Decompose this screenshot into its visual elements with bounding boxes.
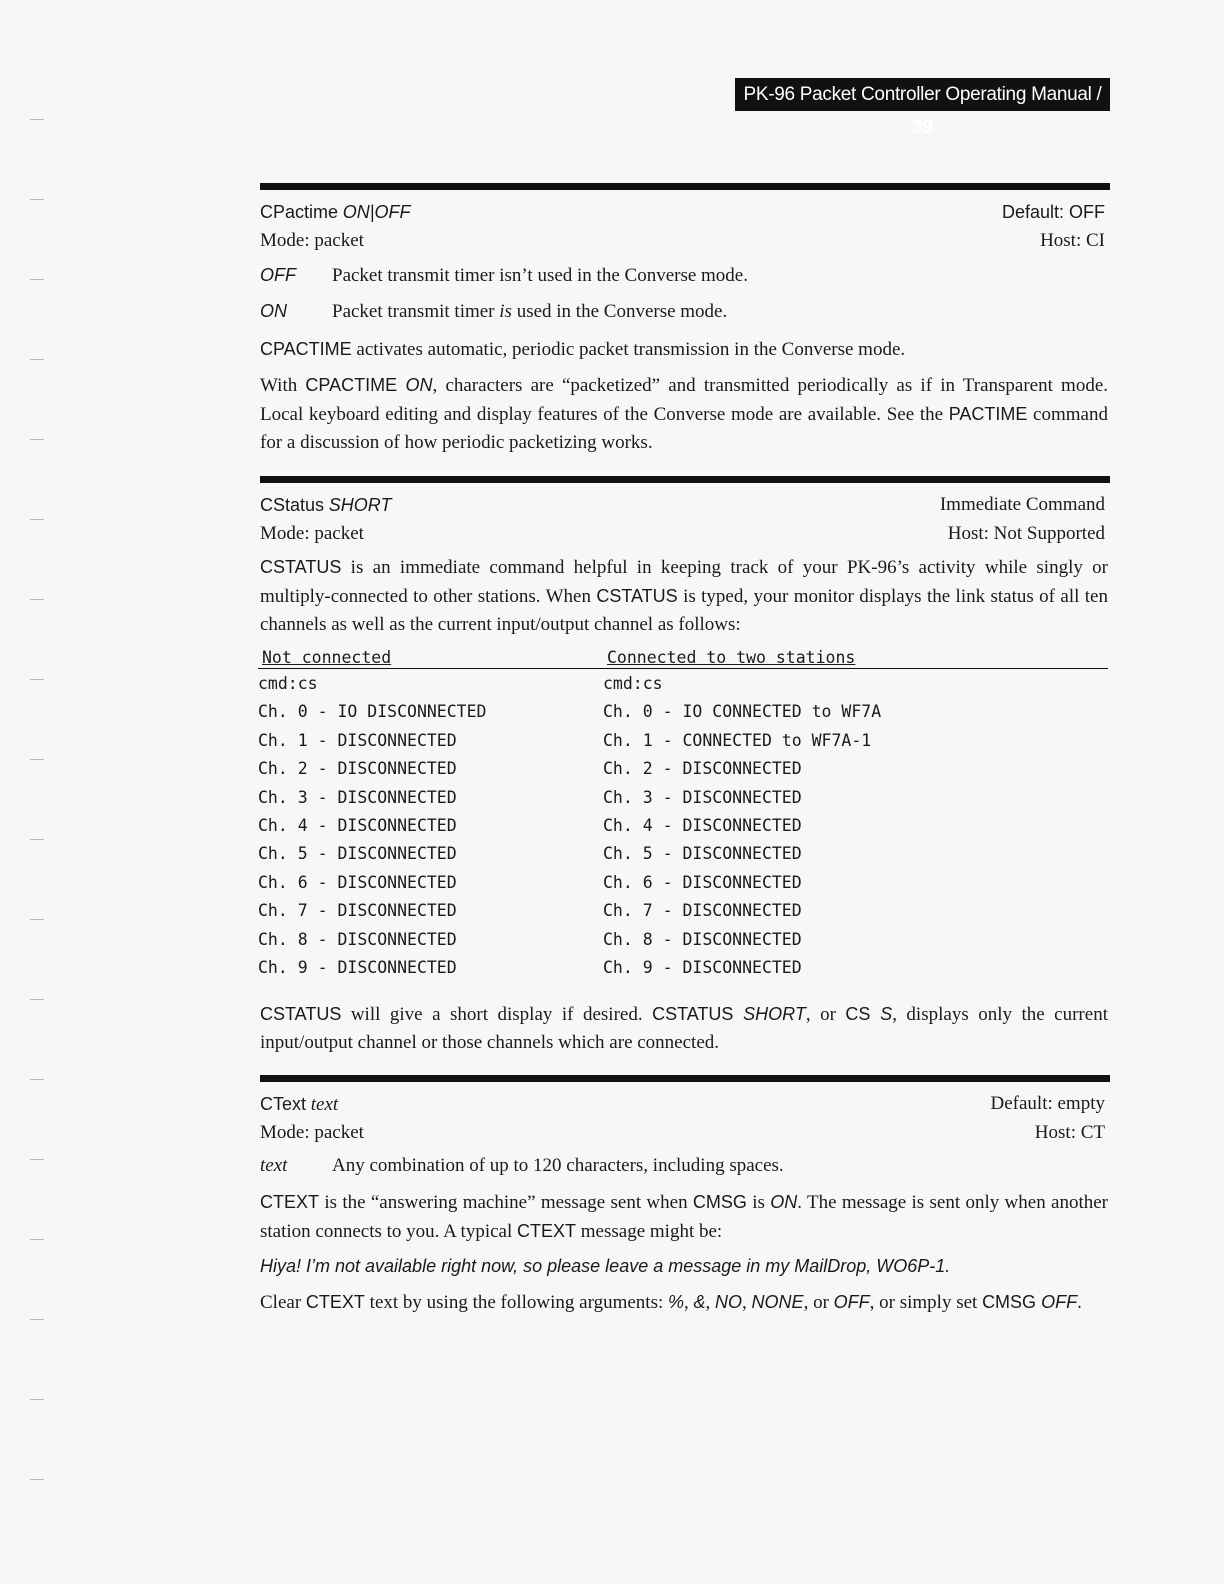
text-run: Clear <box>260 1292 306 1313</box>
arg-desc: used in the Converse mode. <box>511 301 728 322</box>
command-keyword: CTEXT <box>305 1292 365 1312</box>
terminal-line: Ch. 0 - IO CONNECTED to WF7A <box>603 702 882 722</box>
ctext-mode-row <box>260 1120 1105 1146</box>
text-run: , characters are “packetized” and transmitted periodically as if in Transparent mode. Local keyboard editing and display features of the Converse mode are available. See the <box>260 375 1109 425</box>
arg-off <box>260 262 748 289</box>
paragraph <box>260 1188 1108 1246</box>
arg-desc: Any combination of up to 120 characters, including spaces. <box>332 1155 784 1176</box>
arg-desc-em: is <box>499 301 512 322</box>
terminal-line: Ch. 3 - DISCONNECTED <box>258 787 457 807</box>
command-keyword: NO <box>715 1292 743 1312</box>
command-keyword: OFF <box>833 1292 870 1312</box>
command-keyword: CPACTIME <box>305 375 406 395</box>
terminal-line: Ch. 4 - DISCONNECTED <box>603 815 802 835</box>
arg-key: text <box>260 1155 288 1176</box>
text-run: is the “answering machine” message sent when <box>319 1192 693 1213</box>
paragraph <box>260 335 1108 364</box>
command-keyword: CSTATUS <box>596 586 678 606</box>
terminal-line: cmd:cs <box>603 674 663 693</box>
text-run: . <box>1077 1292 1082 1313</box>
text-run: , <box>684 1292 694 1313</box>
command-arg: SHORT <box>328 495 392 515</box>
text-run: is typed, your monitor displays the link status of all ten channels as well as the current input/output channel as follows: <box>260 586 1108 635</box>
arg-desc: Packet transmit timer isn’t used in the Converse mode. <box>332 265 748 286</box>
command-keyword: CTEXT <box>260 1192 320 1212</box>
terminal-line: Ch. 2 - DISCONNECTED <box>603 759 802 779</box>
command-keyword: ON <box>405 375 433 395</box>
default-value: Default: OFF <box>1001 202 1105 222</box>
text-run: activates automatic, periodic packet transmission in the Converse mode. <box>351 339 906 360</box>
paragraph <box>260 553 1108 639</box>
arg-desc: Packet transmit timer <box>332 301 500 322</box>
cpactime-mode-row <box>260 228 1105 254</box>
section-rule <box>260 1075 1110 1082</box>
text-run: , <box>742 1292 752 1313</box>
section-rule <box>260 183 1110 190</box>
text-run: , or <box>803 1292 834 1313</box>
terminal-line: Ch. 3 - DISCONNECTED <box>603 787 802 807</box>
paragraph <box>260 371 1108 457</box>
cstatus-title-row <box>260 492 1105 519</box>
command-keyword: CS <box>845 1004 881 1024</box>
terminal-line: Ch. 4 - DISCONNECTED <box>258 815 457 835</box>
terminal-line: Ch. 6 - DISCONNECTED <box>258 872 457 892</box>
command-keyword: & <box>693 1292 706 1312</box>
column-heading: Connected to two stations <box>607 648 856 667</box>
terminal-line: Ch. 1 - CONNECTED to WF7A-1 <box>603 730 872 750</box>
command-keyword: SHORT <box>743 1004 806 1024</box>
command-arg: ON|OFF <box>342 202 411 222</box>
command-arg: text <box>310 1094 339 1115</box>
text-run: , or simply set <box>869 1292 983 1313</box>
command-keyword: ON <box>770 1192 798 1212</box>
command-keyword: CMSG <box>982 1292 1042 1312</box>
mode: Mode: packet <box>260 523 364 544</box>
header-title: PK-96 Packet Controller Operating Manual / <box>743 84 1102 105</box>
command-keyword: CMSG <box>692 1192 747 1212</box>
text-run: With <box>260 375 306 396</box>
command-keyword: CSTATUS <box>652 1004 744 1024</box>
cpactime-title-row <box>260 199 1105 226</box>
command-keyword: OFF <box>1041 1292 1078 1312</box>
host: Host: CT <box>1034 1122 1105 1143</box>
arg-key: ON <box>260 301 287 321</box>
command-keyword: CTEXT <box>517 1221 577 1241</box>
running-header <box>735 78 1110 138</box>
ctext-title-row <box>260 1091 1105 1118</box>
terminal-line: Ch. 1 - DISCONNECTED <box>258 730 457 750</box>
command-keyword: CSTATUS <box>260 1004 342 1024</box>
terminal-line: Ch. 5 - DISCONNECTED <box>603 844 802 864</box>
host: Host: Not Supported <box>947 523 1105 544</box>
text-run: is <box>746 1192 771 1213</box>
default-value: Default: empty <box>990 1093 1105 1114</box>
arg-text <box>260 1153 784 1179</box>
arg-key: OFF <box>260 265 296 285</box>
terminal-line: Ch. 6 - DISCONNECTED <box>603 872 802 892</box>
text-run: . The message is sent only when another station connects to you. A typical <box>260 1192 1108 1242</box>
text-run: message might be: <box>576 1221 723 1242</box>
column-heading: Not connected <box>262 648 392 667</box>
command-name: CStatus <box>260 495 325 515</box>
text-run: , displays only the current input/output channel or those channels which are connected. <box>260 1004 1108 1053</box>
terminal-line: Ch. 2 - DISCONNECTED <box>258 759 457 779</box>
terminal-line: Ch. 7 - DISCONNECTED <box>603 901 802 921</box>
mode: Mode: packet <box>260 1122 364 1143</box>
mode: Mode: packet <box>260 230 364 251</box>
host: Host: CI <box>1040 230 1105 251</box>
binding-margin-marks <box>30 40 44 1520</box>
connected-column <box>603 646 1108 982</box>
command-keyword: Hiya! I’m not available right now, so please leave a message in my MailDrop, WO6P-1. <box>260 1256 951 1276</box>
section-rule <box>260 476 1110 483</box>
command-name: CText <box>260 1094 307 1114</box>
terminal-line: cmd:cs <box>258 674 318 693</box>
terminal-line: Ch. 9 - DISCONNECTED <box>258 957 457 977</box>
command-keyword: NONE <box>751 1292 804 1312</box>
text-run: will give a short display if desired. <box>341 1004 653 1025</box>
command-keyword: CPACTIME <box>260 339 352 359</box>
text-run: command for a discussion of how periodic packetizing works. <box>260 404 1108 453</box>
command-keyword: CSTATUS <box>260 557 342 577</box>
arg-on <box>260 298 727 325</box>
text-run: , <box>705 1292 716 1313</box>
text-run: is an immediate command helpful in keeping track of your PK-96’s activity while singly or multiply-connected to other stations. When <box>260 557 1108 607</box>
terminal-line: Ch. 9 - DISCONNECTED <box>603 957 802 977</box>
page-number: 39 <box>912 117 933 138</box>
terminal-line: Ch. 5 - DISCONNECTED <box>258 844 457 864</box>
paragraph <box>260 1000 1108 1057</box>
cstatus-mode-row <box>260 521 1105 547</box>
terminal-line: Ch. 8 - DISCONNECTED <box>258 929 457 949</box>
paragraph <box>260 1288 1108 1317</box>
command-type: Immediate Command <box>939 494 1105 515</box>
terminal-line: Ch. 8 - DISCONNECTED <box>603 929 802 949</box>
text-run: text by using the following arguments: <box>364 1292 669 1313</box>
terminal-line: Ch. 0 - IO DISCONNECTED <box>258 702 487 722</box>
terminal-line: Ch. 7 - DISCONNECTED <box>258 901 457 921</box>
example-message <box>260 1252 1108 1281</box>
command-keyword: % <box>668 1292 685 1312</box>
text-run: , or <box>805 1004 846 1025</box>
command-name: CPactime <box>260 202 339 222</box>
command-keyword: PACTIME <box>948 404 1028 424</box>
command-keyword: S <box>880 1004 893 1024</box>
